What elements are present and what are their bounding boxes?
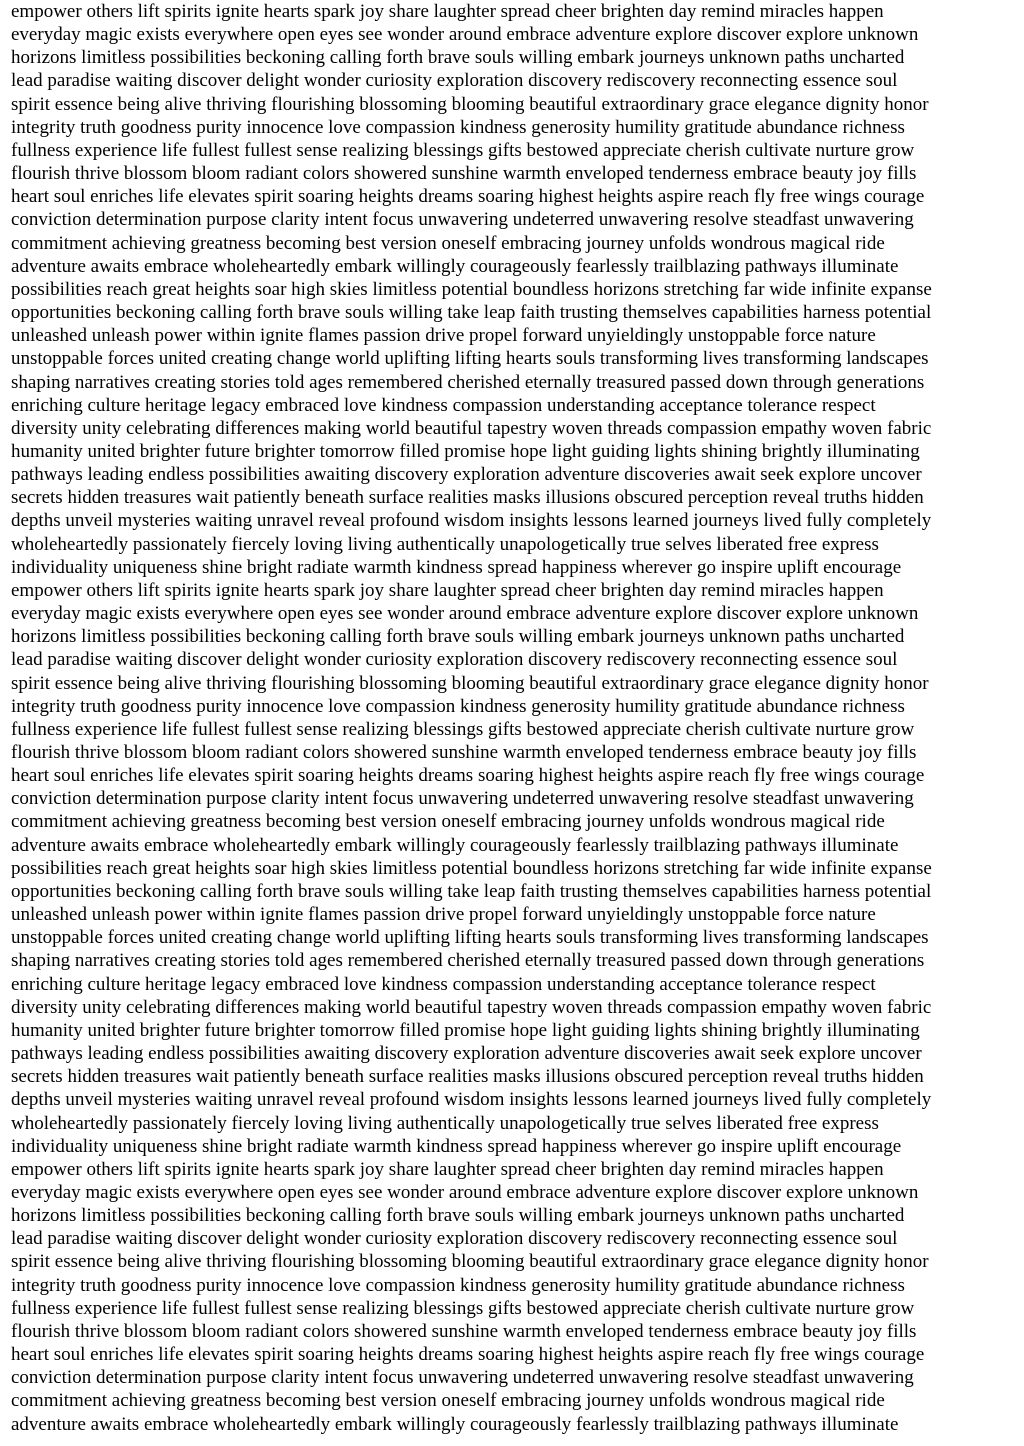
text-line: opportunities beckoning calling forth brave souls willing take leap faith trusting themselves capabilities harness potential xyxy=(11,302,932,324)
text-line: empower others lift spirits ignite hearts spark joy share laughter spread cheer brighten day remind miracles happen xyxy=(11,579,884,601)
text-line: horizons limitless possibilities beckoning calling forth brave souls willing embark journeys unknown paths uncharted xyxy=(11,1205,905,1227)
text-line: everyday magic exists everywhere open eyes see wonder around embrace adventure explore discover explore unknown xyxy=(11,24,919,46)
text-line: unleashed unleash power within ignite flames passion drive propel forward unyieldingly unstoppable force nature xyxy=(11,904,876,926)
text-line: adventure awaits embrace wholeheartedly embark willingly courageously fearlessly trailblazing pathways illuminate xyxy=(11,834,899,856)
text-line: everyday magic exists everywhere open eyes see wonder around embrace adventure explore discover explore unknown xyxy=(11,603,919,625)
text-line: pathways leading endless possibilities awaiting discovery exploration adventure discoveries await seek explore uncover xyxy=(11,464,922,486)
text-line: wholeheartedly passionately fiercely loving living authentically unapologetically true selves liberated free express xyxy=(11,1112,879,1134)
text-line: conviction determination purpose clarity intent focus unwavering undeterred unwavering resolve steadfast unwavering xyxy=(11,209,914,231)
text-line: conviction determination purpose clarity intent focus unwavering undeterred unwavering resolve steadfast unwavering xyxy=(11,1367,914,1389)
text-line: flourish thrive blossom bloom radiant colors showered sunshine warmth enveloped tenderness embrace beauty joy fills xyxy=(11,742,917,763)
text-line: integrity truth goodness purity innocence love compassion kindness generosity humility gratitude abundance richness xyxy=(11,1274,905,1296)
text-line: adventure awaits embrace wholeheartedly embark willingly courageously fearlessly trailblazing pathways illuminate xyxy=(11,255,899,277)
text-line: horizons limitless possibilities beckoning calling forth brave souls willing embark journeys unknown paths uncharted xyxy=(11,626,905,648)
text-line: integrity truth goodness purity innocence love compassion kindness generosity humility gratitude abundance richness xyxy=(11,116,905,138)
body-text xyxy=(11,0,1021,1436)
text-line: individuality uniqueness shine bright radiate warmth kindness spread happiness wherever go inspire uplift encourage xyxy=(11,556,902,578)
text-line: everyday magic exists everywhere open eyes see wonder around embrace adventure explore discover explore unknown xyxy=(11,1181,919,1203)
text-line: pathways leading endless possibilities awaiting discovery exploration adventure discoveries await seek explore uncover xyxy=(11,1043,922,1065)
text-line: secrets hidden treasures wait patiently beneath surface realities masks illusions obscured perception reveal truths hidden xyxy=(11,1066,924,1088)
text-line: diversity unity celebrating differences making world beautiful tapestry woven threads compassion empathy woven fabric xyxy=(11,996,932,1018)
text-line: depths unveil mysteries waiting unravel reveal profound wisdom insights lessons learned journeys lived fully completely xyxy=(11,1089,932,1111)
text-line: fullness experience life fullest fullest sense realizing blessings gifts bestowed appreciate cherish cultivate nurture grow xyxy=(11,1297,915,1319)
text-line: commitment achieving greatness becoming best version oneself embracing journey unfolds wondrous magical ride xyxy=(11,1390,885,1412)
text-line: heart soul enriches life elevates spirit soaring heights dreams soaring highest heights aspire reach fly free wings courage xyxy=(11,186,925,208)
text-line: possibilities reach great heights soar high skies limitless potential boundless horizons stretching far wide infinite expanse xyxy=(11,278,932,300)
text-line: shaping narratives creating stories told ages remembered cherished eternally treasured passed down through generations xyxy=(11,371,925,393)
text-line: unstoppable forces united creating change world uplifting lifting hearts souls transforming lives transforming landscapes xyxy=(11,927,929,949)
text-line: enriching culture heritage legacy embraced love kindness compassion understanding acceptance tolerance respect xyxy=(11,973,876,995)
text-line: commitment achieving greatness becoming best version oneself embracing journey unfolds wondrous magical ride xyxy=(11,811,885,833)
text-line: horizons limitless possibilities beckoning calling forth brave souls willing embark journeys unknown paths uncharted xyxy=(11,47,905,69)
text-line: empower others lift spirits ignite hearts spark joy share laughter spread cheer brighten day remind miracles happen xyxy=(11,1158,884,1180)
text-line: shaping narratives creating stories told ages remembered cherished eternally treasured passed down through generations xyxy=(11,950,925,972)
text-line: opportunities beckoning calling forth brave souls willing take leap faith trusting themselves capabilities harness potential xyxy=(11,880,932,902)
text-line: individuality uniqueness shine bright radiate warmth kindness spread happiness wherever go inspire uplift encourage xyxy=(11,1135,902,1157)
text-line: depths unveil mysteries waiting unravel reveal profound wisdom insights lessons learned journeys lived fully completely xyxy=(11,510,932,532)
text-line: empower others lift spirits ignite hearts spark joy share laughter spread cheer brighten day remind miracles happen xyxy=(11,1,884,22)
text-line: fullness experience life fullest fullest sense realizing blessings gifts bestowed appreciate cherish cultivate nurture grow xyxy=(11,139,915,161)
text-line: unleashed unleash power within ignite flames passion drive propel forward unyieldingly unstoppable force nature xyxy=(11,325,876,347)
text-line: diversity unity celebrating differences making world beautiful tapestry woven threads compassion empathy woven fabric xyxy=(11,417,932,439)
text-line: unstoppable forces united creating change world uplifting lifting hearts souls transforming lives transforming landscapes xyxy=(11,348,929,370)
text-line: humanity united brighter future brighter tomorrow filled promise hope light guiding lights shining brightly illuminating xyxy=(11,440,920,462)
text-line: humanity united brighter future brighter tomorrow filled promise hope light guiding lights shining brightly illuminating xyxy=(11,1019,920,1041)
text-line: enriching culture heritage legacy embraced love kindness compassion understanding acceptance tolerance respect xyxy=(11,394,876,416)
text-line: wholeheartedly passionately fiercely loving living authentically unapologetically true selves liberated free express xyxy=(11,533,879,555)
text-line: possibilities reach great heights soar high skies limitless potential boundless horizons stretching far wide infinite expanse xyxy=(11,857,932,879)
text-line: integrity truth goodness purity innocence love compassion kindness generosity humility gratitude abundance richness xyxy=(11,695,905,717)
text-line: lead paradise waiting discover delight wonder curiosity exploration discovery rediscovery reconnecting essence soul xyxy=(11,649,898,671)
text-line: lead paradise waiting discover delight wonder curiosity exploration discovery rediscovery reconnecting essence soul xyxy=(11,1228,898,1250)
text-line: commitment achieving greatness becoming best version oneself embracing journey unfolds wondrous magical ride xyxy=(11,232,885,254)
text-line: flourish thrive blossom bloom radiant colors showered sunshine warmth enveloped tenderness embrace beauty joy fills xyxy=(11,1320,917,1342)
text-line: heart soul enriches life elevates spirit soaring heights dreams soaring highest heights aspire reach fly free wings courage xyxy=(11,765,925,787)
text-line: heart soul enriches life elevates spirit soaring heights dreams soaring highest heights aspire reach fly free wings courage xyxy=(11,1344,925,1366)
text-line: conviction determination purpose clarity intent focus unwavering undeterred unwavering resolve steadfast unwavering xyxy=(11,788,914,810)
text-line: spirit essence being alive thriving flourishing blossoming blooming beautiful extraordinary grace elegance dignity honor xyxy=(11,1251,929,1273)
text-line: spirit essence being alive thriving flourishing blossoming blooming beautiful extraordinary grace elegance dignity honor xyxy=(11,93,929,115)
text-line: lead paradise waiting discover delight wonder curiosity exploration discovery rediscovery reconnecting essence soul xyxy=(11,70,898,92)
text-line: spirit essence being alive thriving flourishing blossoming blooming beautiful extraordinary grace elegance dignity honor xyxy=(11,672,929,694)
text-line: secrets hidden treasures wait patiently beneath surface realities masks illusions obscured perception reveal truths hidden xyxy=(11,487,924,509)
text-line: adventure awaits embrace wholeheartedly embark willingly courageously fearlessly trailblazing pathways illuminate xyxy=(11,1413,899,1435)
text-line: fullness experience life fullest fullest sense realizing blessings gifts bestowed appreciate cherish cultivate nurture grow xyxy=(11,718,915,740)
text-line: flourish thrive blossom bloom radiant colors showered sunshine warmth enveloped tenderness embrace beauty joy fills xyxy=(11,163,917,185)
